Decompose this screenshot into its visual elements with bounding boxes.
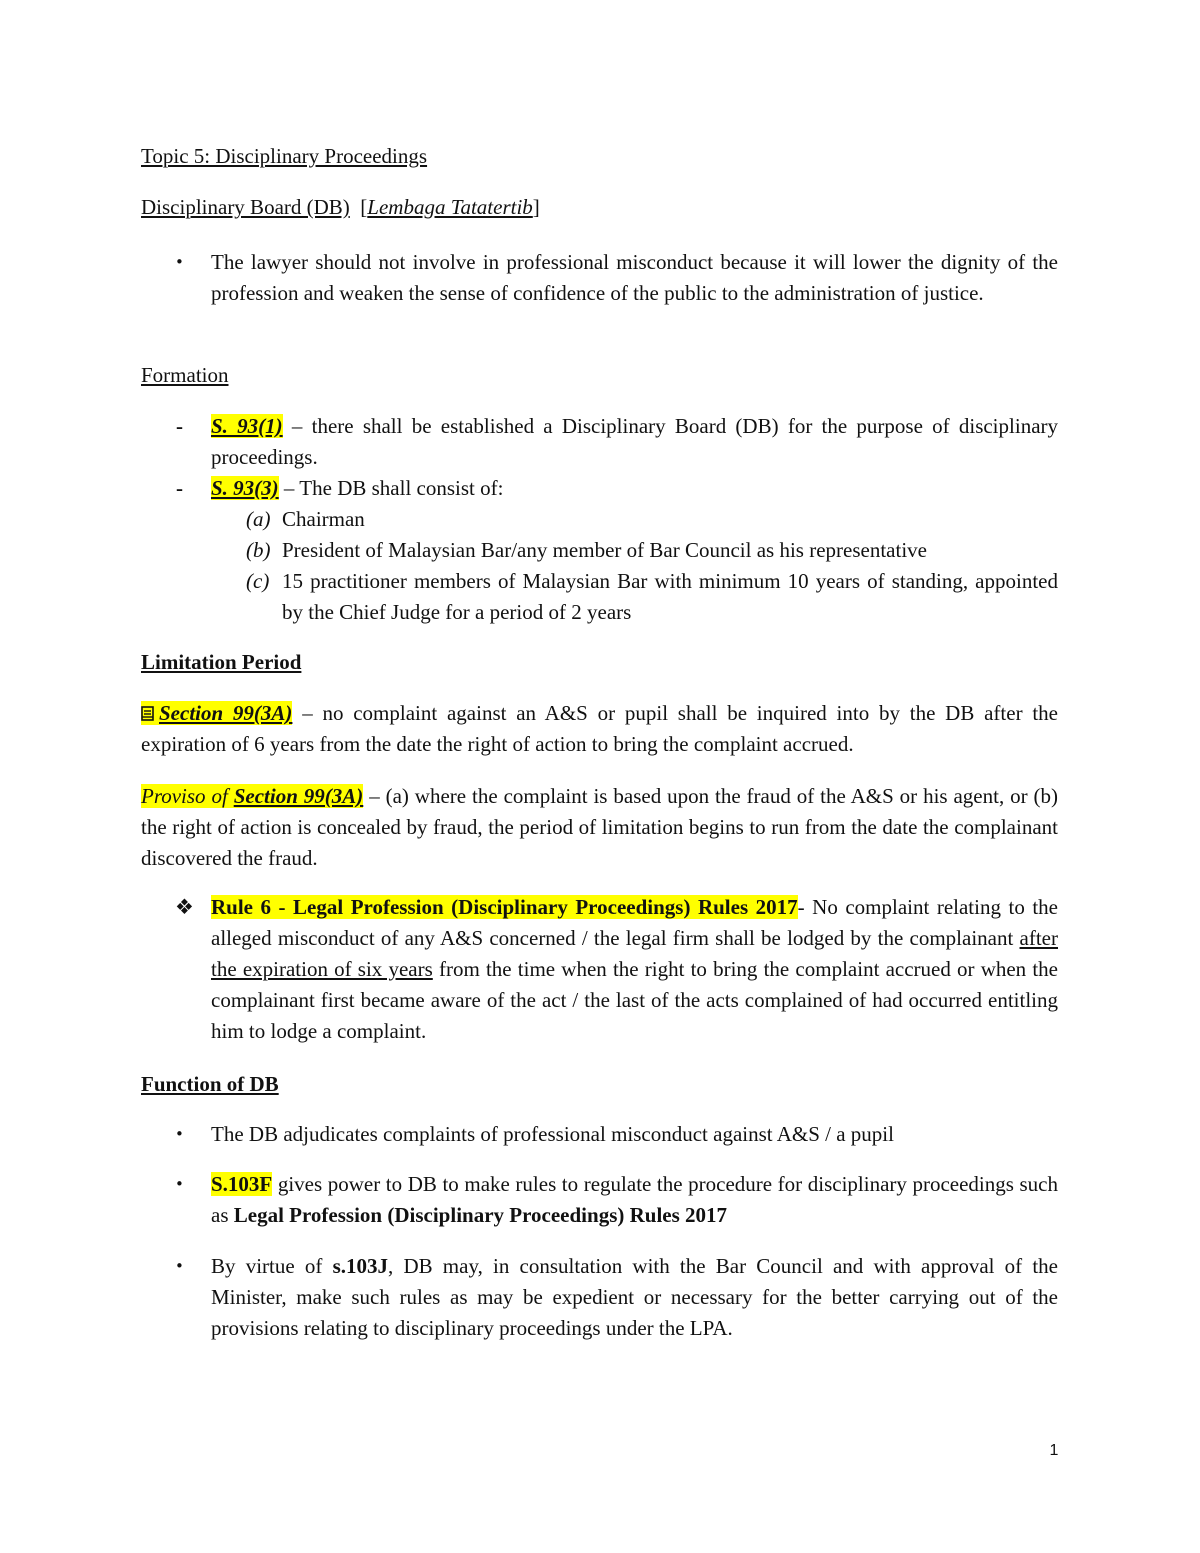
dash-marker: - bbox=[176, 414, 183, 438]
sub-item-text: 15 practitioner members of Malaysian Bar with minimum 10 years of standing, appointed by the Chief Judge for a period of 2 years bbox=[282, 569, 1058, 624]
rule-6-text-1: - No complaint relating to the alleged misconduct of any A&S concerned / the legal firm shall be lodged by the complainant bbox=[211, 895, 1058, 950]
bullet-icon: • bbox=[175, 1125, 184, 1143]
formation-item-1 bbox=[141, 411, 1058, 473]
board-heading bbox=[141, 192, 1058, 223]
function-heading: Function of DB bbox=[141, 1072, 279, 1096]
sub-item-a bbox=[246, 504, 1058, 535]
page-number: 1 bbox=[1049, 1442, 1059, 1459]
rule-6-underlined: after the expiration of six years bbox=[211, 926, 1058, 981]
proviso-prefix: Proviso of bbox=[141, 784, 234, 808]
sub-item-marker: (b) bbox=[246, 538, 271, 562]
section-99-paragraph bbox=[141, 698, 1058, 760]
bracket-open: [ bbox=[360, 195, 368, 219]
sub-item-c bbox=[246, 566, 1058, 628]
formation-item-1-text: – there shall be established a Disciplinary Board (DB) for the purpose of disciplinary proceedings. bbox=[211, 414, 1059, 469]
rules-2017-name: Legal Profession (Disciplinary Proceedings) Rules 2017 bbox=[233, 1203, 728, 1227]
proviso-paragraph bbox=[141, 781, 1058, 874]
page-title: Topic 5: Disciplinary Proceedings bbox=[141, 144, 428, 168]
rule-6-ref: Rule 6 - Legal Profession (Disciplinary Proceedings) Rules 2017 bbox=[211, 895, 798, 919]
bullet-icon: • bbox=[175, 253, 184, 271]
book-icon bbox=[141, 706, 154, 721]
section-ref-103f: S.103F bbox=[211, 1172, 273, 1196]
function-bullet-3-prefix: By virtue of bbox=[211, 1254, 333, 1278]
section-ref-103j: s.103J bbox=[332, 1254, 388, 1278]
function-bullet-3-text: , DB may, in consultation with the Bar Council and with approval of the Minister, make such rules as may be expedient or necessary for the better carrying out of the provisions relating to disciplinary proceedings under the LPA. bbox=[211, 1254, 1059, 1340]
rule-6-text-2: from the time when the right to bring the complaint accrued or when the complainant first became aware of the act / the last of the acts complained of had occurred entitling him to lodge a complaint. bbox=[211, 957, 1059, 1043]
sub-item-b bbox=[246, 535, 1058, 566]
limitation-heading: Limitation Period bbox=[141, 650, 302, 674]
proviso-ref: Section 99(3A) bbox=[233, 784, 364, 808]
diamond-bullet-icon: ❖ bbox=[175, 895, 194, 919]
formation-heading: Formation bbox=[141, 363, 229, 387]
bracket-close: ] bbox=[532, 195, 540, 219]
formation-item-2-text: – The DB shall consist of: bbox=[278, 476, 504, 500]
function-bullet-1 bbox=[141, 1119, 1058, 1150]
formation-item-2 bbox=[141, 473, 1058, 504]
section-ref-93-3: S. 93(3) bbox=[211, 476, 279, 500]
dash-marker: - bbox=[176, 476, 183, 500]
board-heading-main: Disciplinary Board (DB) bbox=[141, 195, 350, 219]
function-bullet-3 bbox=[141, 1251, 1058, 1344]
section-ref-93-1: S. 93(1) bbox=[211, 414, 283, 438]
intro-bullet bbox=[141, 247, 1058, 309]
section-ref-99-3a: Section 99(3A) bbox=[141, 701, 292, 725]
intro-bullet-text: The lawyer should not involve in professional misconduct because it will lower the dignity of the profession and weaken the sense of confidence of the public to the administration of justice. bbox=[211, 250, 1058, 305]
bullet-icon: • bbox=[175, 1175, 184, 1193]
rule-6-item bbox=[141, 892, 1058, 1047]
function-bullet-2-text: gives power to DB to make rules to regulate the procedure for disciplinary proceedings such as bbox=[211, 1172, 1058, 1227]
function-bullet-2 bbox=[141, 1169, 1058, 1231]
function-bullet-1-text: The DB adjudicates complaints of professional misconduct against A&S / a pupil bbox=[211, 1122, 894, 1146]
bullet-icon: • bbox=[175, 1257, 184, 1275]
sub-item-text: Chairman bbox=[282, 507, 365, 531]
board-heading-malay: Lembaga Tatatertib bbox=[367, 195, 533, 219]
sub-item-text: President of Malaysian Bar/any member of Bar Council as his representative bbox=[282, 538, 927, 562]
section-99-text: – no complaint against an A&S or pupil shall be inquired into by the DB after the expiration of 6 years from the date the right of action to bring the complaint accrued. bbox=[141, 701, 1058, 756]
proviso-text: – (a) where the complaint is based upon the fraud of the A&S or his agent, or (b) the right of action is concealed by fraud, the period of limitation begins to run from the date the complainant discovered the fraud. bbox=[141, 784, 1058, 870]
sub-item-marker: (c) bbox=[246, 569, 270, 593]
sub-item-marker: (a) bbox=[246, 507, 271, 531]
